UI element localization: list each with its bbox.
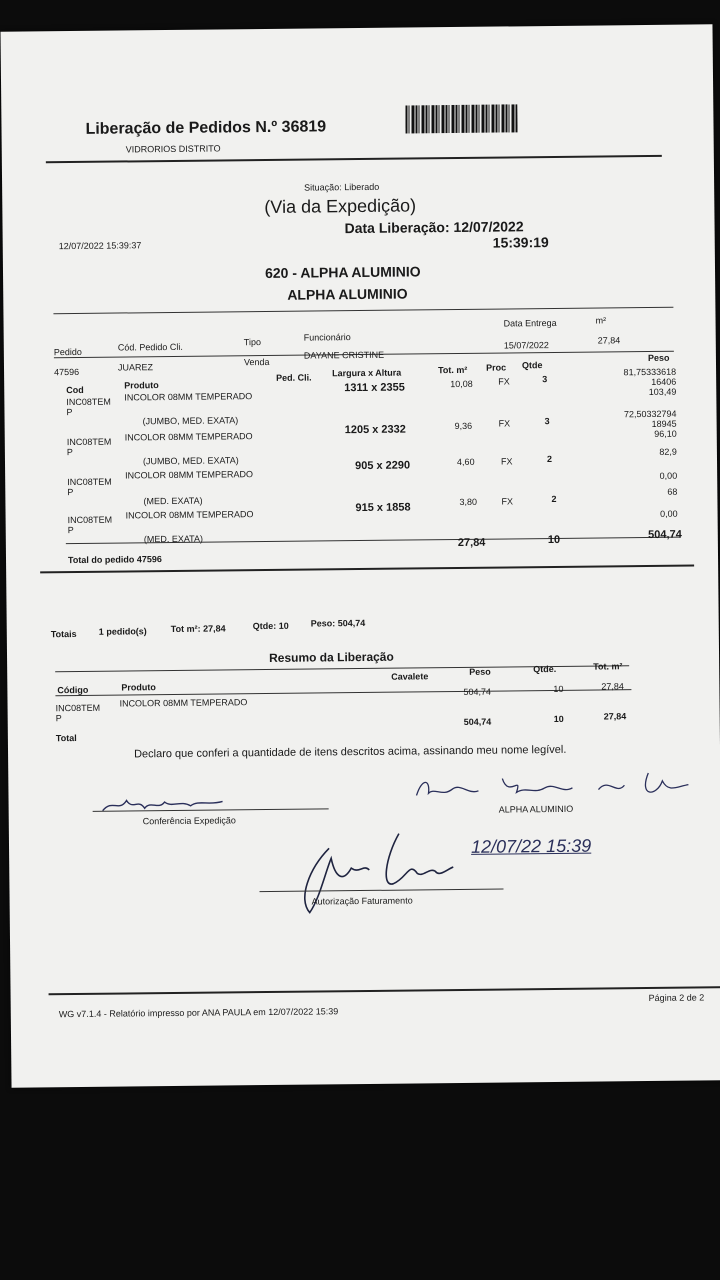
peso-col-header: Peso (647, 352, 670, 363)
resumo-total-tot: 27,84 (603, 711, 627, 722)
order-total-label: Total do pedido 47596 (67, 554, 162, 566)
resumo-row-produto: INCOLOR 08MM TEMPERADO (119, 697, 248, 709)
item-produto-1: INCOLOR 08MM TEMPERADO (124, 391, 253, 403)
resumo-total-label: Total (55, 732, 77, 744)
resumo-produto-header: Produto (121, 682, 156, 693)
release-time: 15:39:19 (492, 234, 549, 251)
item-cod-1: INC08TEM (66, 396, 111, 408)
pedido-label: Pedido (53, 346, 82, 358)
order-bottom-line (40, 565, 694, 574)
dims-col-header: Largura x Altura (332, 367, 402, 379)
item-cod-1b: P (66, 407, 73, 418)
item-peso-1a: 81,75333618 (623, 366, 677, 378)
item-peso-3c: 0,00 (659, 470, 678, 481)
conferencia-label: Conferência Expedição (142, 815, 236, 827)
m2-label: m² (595, 315, 607, 326)
resumo-row-peso: 504,74 (463, 686, 492, 697)
order-total-peso: 504,74 (648, 528, 682, 542)
resumo-title: Resumo da Liberação (268, 649, 394, 665)
item-proc-3: FX (500, 456, 513, 467)
resumo-tot-header: Tot. m² (593, 661, 623, 672)
item-cod-2: INC08TEM (66, 436, 112, 448)
item-tot-4: 3,80 (459, 496, 478, 507)
resumo-row-codigo: INC08TEM (55, 702, 101, 714)
footer-text: WG v7.1.4 - Relatório impresso por ANA PAULA em 12/07/2022 15:39 (58, 1006, 339, 1020)
item-peso-2b: 18945 (651, 418, 677, 429)
resumo-row-codigo-b: P (55, 713, 62, 724)
item-proc-1: FX (498, 376, 510, 387)
client-signature-label: ALPHA ALUMINIO (498, 803, 574, 815)
order-top-line (53, 307, 673, 314)
item-qtde-2: 3 (544, 416, 550, 427)
qtde-col-header: Qtde (521, 360, 543, 371)
item-detalhe-3: (MED. EXATA) (143, 495, 203, 507)
resumo-row-qtde: 10 (553, 683, 564, 695)
item-qtde-4: 2 (551, 493, 557, 505)
item-peso-1c: 103,49 (648, 386, 677, 397)
funcionario-label: Funcionário (303, 332, 351, 343)
print-timestamp: 12/07/2022 15:39:37 (58, 240, 142, 252)
item-peso-2a: 72,50332794 (623, 408, 677, 420)
resumo-total-peso: 504,74 (463, 716, 492, 727)
declaration-text: Declaro que conferi a quantidade de itens descritos acima, assinando meu nome legível. (134, 743, 567, 761)
totals-qtde: Qtde: 10 (252, 620, 289, 632)
totals-peso: Peso: 504,74 (310, 617, 366, 629)
resumo-codigo-header: Código (57, 684, 89, 696)
page-number: Página 2 de 2 (648, 992, 705, 1004)
cod-col-header: Cod (66, 384, 84, 396)
handwritten-date: 12/07/22 15:39 (470, 835, 592, 857)
company-name: VIDRORIOS DISTRITO (125, 143, 221, 155)
item-cod-2b: P (66, 447, 73, 458)
item-peso-4a: 68 (667, 486, 678, 497)
order-total-m2: 27,84 (457, 536, 486, 549)
item-proc-4: FX (501, 496, 514, 507)
printed-report-page (0, 24, 720, 1087)
item-cod-3b: P (67, 487, 74, 498)
item-dims-3: 905 x 2290 (354, 459, 411, 473)
funcionario-value: DAYANE CRISTINE (303, 349, 385, 361)
item-cod-4b: P (67, 525, 74, 536)
resumo-row-tot: 27,84 (601, 681, 624, 692)
item-tot-1: 10,08 (450, 378, 473, 390)
item-peso-1b: 16406 (651, 376, 677, 387)
m2-value: 27,84 (597, 335, 621, 346)
data-entrega-value: 15/07/2022 (503, 340, 549, 351)
totals-label: Totais (50, 628, 77, 640)
item-dims-2: 1205 x 2332 (344, 423, 406, 437)
pedido-value: 47596 (54, 366, 80, 378)
client-name: ALPHA ALUMINIO (287, 285, 408, 303)
item-peso-3a: 82,9 (659, 446, 677, 457)
item-produto-2: INCOLOR 08MM TEMPERADO (124, 431, 253, 443)
resumo-peso-header: Peso (469, 666, 491, 677)
item-qtde-3: 2 (546, 454, 553, 465)
resumo-qtde-header: Qtde. (533, 663, 557, 675)
item-tot-2: 9,36 (454, 420, 473, 432)
cod-pedido-value: JUAREZ (117, 362, 154, 373)
footer-line (49, 986, 720, 995)
resumo-cavalete-header: Cavalete (391, 671, 429, 682)
barcode (405, 104, 517, 133)
resumo-total-qtde: 10 (553, 713, 564, 725)
item-qtde-1: 3 (542, 374, 548, 385)
item-peso-4c: 0,00 (659, 508, 678, 519)
autorizacao-label: Autorização Faturamento (311, 895, 413, 907)
item-dims-4: 915 x 1858 (355, 501, 411, 515)
item-dims-1: 1311 x 2355 (344, 381, 405, 395)
order-total-qtde: 10 (547, 533, 561, 547)
item-proc-2: FX (498, 418, 511, 429)
cod-pedido-label: Cód. Pedido Cli. (117, 341, 183, 353)
item-produto-3: INCOLOR 08MM TEMPERADO (125, 469, 254, 481)
item-cod-3: INC08TEM (67, 476, 112, 488)
release-date: Data Liberação: 12/07/2022 (344, 218, 524, 237)
item-cod-4: INC08TEM (67, 514, 113, 526)
tot-col-header: Tot. m² (438, 364, 468, 376)
tipo-label: Tipo (243, 337, 261, 348)
item-produto-4: INCOLOR 08MM TEMPERADO (125, 509, 254, 521)
produto-col-header: Produto (124, 380, 159, 391)
item-detalhe-2: (JUMBO, MED. EXATA) (142, 455, 239, 467)
tipo-value: Venda (243, 356, 270, 368)
item-peso-2c: 96,10 (654, 428, 677, 439)
item-tot-3: 4,60 (456, 456, 475, 467)
report-title: Liberação de Pedidos N.º 36819 (85, 118, 327, 138)
status-text: Situação: Liberado (304, 181, 380, 193)
data-entrega-label: Data Entrega (503, 317, 557, 329)
client-code-name: 620 - ALPHA ALUMINIO (264, 263, 421, 281)
proc-col-header: Proc (485, 362, 507, 373)
totals-m2: Tot m²: 27,84 (170, 623, 226, 635)
copy-type: (Via da Expedição) (264, 195, 417, 218)
item-detalhe-4: (MED. EXATA) (143, 533, 204, 545)
header-divider (46, 155, 662, 163)
conferencia-signature (98, 787, 228, 818)
item-detalhe-1: (JUMBO, MED. EXATA) (142, 415, 239, 427)
totals-pedidos: 1 pedido(s) (98, 626, 147, 637)
ped-cli-col-header: Ped. Cli. (276, 372, 312, 383)
